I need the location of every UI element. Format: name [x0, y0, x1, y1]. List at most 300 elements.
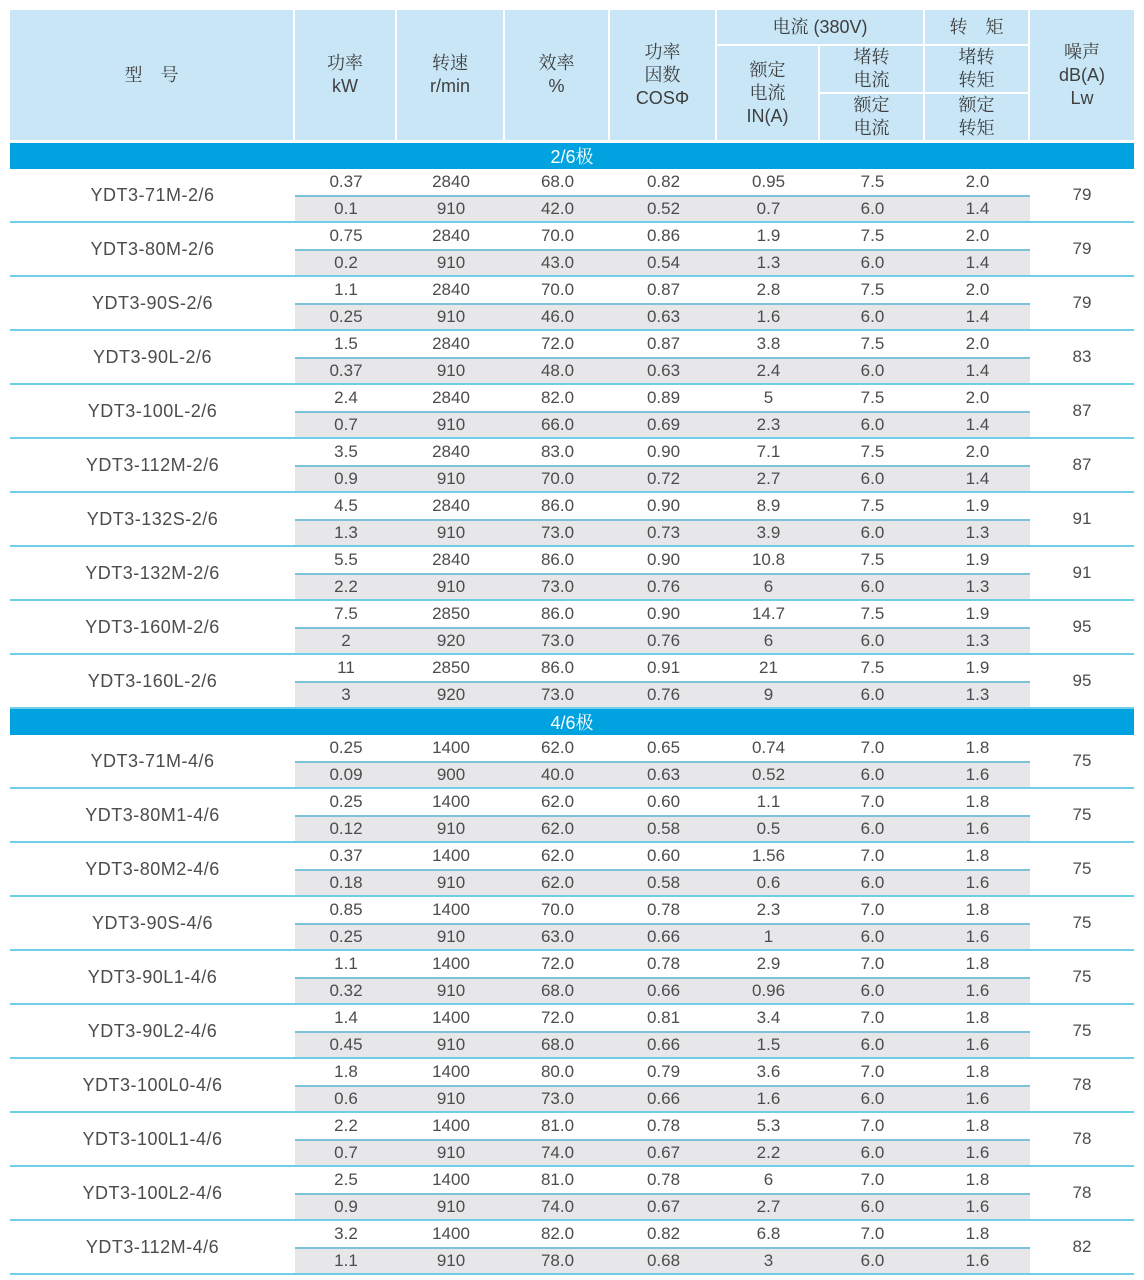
power-kw-value: 0.25	[329, 792, 363, 811]
efficiency-value: 62.0	[540, 738, 575, 757]
model-name: YDT3-132M-2/6	[85, 562, 220, 583]
power-factor-value: 0.87	[646, 334, 681, 353]
locked-rated-torque-ratio-value: 1.8	[965, 846, 990, 865]
rated-current-value: 6	[763, 577, 774, 596]
locked-rated-current-ratio-value: 6.0	[860, 199, 885, 218]
model-name: YDT3-100L0-4/6	[82, 1074, 223, 1095]
speed-rpm-value: 920	[436, 685, 466, 704]
locked-rated-current-ratio-value: 7.0	[860, 792, 885, 811]
locked-rated-current-ratio-value: 6.0	[860, 415, 885, 434]
model-name: YDT3-80M-2/6	[90, 238, 215, 259]
power-kw-value: 7.5	[334, 604, 358, 623]
table-row	[295, 467, 1030, 491]
noise-value: 95	[1072, 671, 1092, 690]
efficiency-value: 72.0	[540, 954, 575, 973]
model-row-group	[10, 385, 1134, 439]
model-row-group	[10, 789, 1134, 843]
locked-rated-torque-ratio-value: 1.6	[965, 1251, 990, 1270]
speed-divider-line	[295, 1139, 1030, 1141]
table-row	[295, 1141, 1030, 1165]
efficiency-value: 42.0	[540, 199, 575, 218]
locked-rated-current-ratio-value: 6.0	[860, 361, 885, 380]
col-header-locked-current-line1: 堵转	[853, 47, 890, 67]
locked-rated-current-ratio-value: 7.5	[860, 172, 885, 191]
locked-rated-torque-ratio-value: 1.8	[965, 900, 990, 919]
rated-current-value: 9	[763, 685, 774, 704]
locked-rated-torque-ratio-value: 1.9	[965, 550, 990, 569]
noise-value: 79	[1072, 185, 1092, 204]
efficiency-value: 86.0	[540, 550, 575, 569]
locked-rated-current-ratio-value: 6.0	[860, 685, 885, 704]
rated-current-value: 6.8	[756, 1224, 781, 1243]
power-factor-value: 0.78	[646, 900, 681, 919]
table-row	[295, 951, 1030, 977]
col-header-current-group	[717, 10, 923, 44]
noise-value: 75	[1072, 913, 1092, 932]
model-name: YDT3-71M-4/6	[90, 750, 215, 771]
speed-rpm-value: 910	[436, 1197, 466, 1216]
efficiency-value: 43.0	[540, 253, 575, 272]
locked-rated-torque-ratio-value: 2.0	[965, 280, 990, 299]
model-row-group	[10, 223, 1134, 277]
efficiency-value: 68.0	[540, 172, 575, 191]
efficiency-value: 83.0	[540, 442, 575, 461]
speed-rpm-value: 2850	[432, 604, 470, 623]
rated-current-value: 0.95	[751, 172, 786, 191]
model-row-group	[10, 547, 1134, 601]
table-row	[295, 763, 1030, 787]
locked-rated-current-ratio-value: 7.0	[860, 1008, 885, 1027]
locked-rated-torque-ratio-value: 1.3	[965, 631, 990, 650]
speed-rpm-value: 2840	[432, 334, 470, 353]
col-header-rated-current-line2: 电流	[749, 82, 786, 103]
speed-rpm-value: 1400	[432, 1062, 470, 1081]
efficiency-value: 78.0	[540, 1251, 575, 1270]
locked-rated-current-ratio-value: 7.0	[860, 954, 885, 973]
power-kw-value: 0.37	[329, 361, 363, 380]
table-row	[295, 1221, 1030, 1247]
power-kw-value: 3.2	[334, 1224, 358, 1243]
table-row	[295, 1087, 1030, 1111]
noise-value: 75	[1072, 1021, 1092, 1040]
noise-value: 75	[1072, 859, 1092, 878]
table-row	[295, 897, 1030, 923]
locked-rated-torque-ratio-value: 1.8	[965, 738, 990, 757]
locked-rated-current-ratio-value: 7.0	[860, 1116, 885, 1135]
col-header-power-factor-line1: 功率	[644, 41, 681, 62]
table-body	[10, 143, 1134, 1275]
noise-value: 79	[1072, 239, 1092, 258]
locked-rated-torque-ratio-value: 1.4	[965, 361, 990, 380]
efficiency-value: 62.0	[540, 873, 575, 892]
group-separator-line	[10, 707, 1134, 709]
rated-current-value: 1.3	[756, 253, 781, 272]
rated-current-value: 1.6	[756, 1089, 781, 1108]
col-header-locked-torque	[925, 46, 1028, 92]
locked-rated-current-ratio-value: 7.5	[860, 604, 885, 623]
power-factor-value: 0.67	[646, 1143, 681, 1162]
efficiency-value: 72.0	[540, 1008, 575, 1027]
locked-rated-current-ratio-value: 6.0	[860, 1143, 885, 1162]
power-factor-value: 0.78	[646, 954, 681, 973]
power-kw-value: 4.5	[334, 496, 358, 515]
speed-rpm-value: 1400	[432, 1008, 470, 1027]
col-header-efficiency	[505, 10, 608, 140]
model-name: YDT3-100L2-4/6	[82, 1182, 223, 1203]
speed-divider-line	[295, 681, 1030, 683]
power-kw-value: 3	[341, 685, 351, 704]
power-kw-value: 0.37	[329, 846, 363, 865]
speed-divider-line	[295, 519, 1030, 521]
model-name: YDT3-90L1-4/6	[87, 966, 218, 987]
locked-rated-current-ratio-value: 6.0	[860, 1197, 885, 1216]
locked-rated-torque-ratio-value: 1.6	[965, 1143, 990, 1162]
locked-rated-current-ratio-value: 7.5	[860, 388, 885, 407]
power-kw-value: 0.37	[329, 172, 363, 191]
col-header-rated-current	[717, 46, 818, 140]
power-factor-value: 0.89	[646, 388, 681, 407]
table-row	[295, 547, 1030, 573]
locked-rated-torque-ratio-value: 1.3	[965, 685, 990, 704]
noise-value: 78	[1072, 1183, 1092, 1202]
col-header-locked-current	[820, 46, 923, 92]
col-header-speed	[397, 10, 503, 140]
rated-current-value: 3.4	[756, 1008, 781, 1027]
model-row-group	[10, 897, 1134, 951]
locked-rated-current-ratio-value: 6.0	[860, 873, 885, 892]
rated-current-value: 0.5	[756, 819, 781, 838]
noise-value: 95	[1072, 617, 1092, 636]
col-header-rated-torque-denom-line1: 额定	[958, 95, 995, 115]
locked-rated-current-ratio-value: 6.0	[860, 765, 885, 784]
locked-rated-torque-ratio-value: 1.3	[965, 577, 990, 596]
efficiency-value: 82.0	[540, 1224, 575, 1243]
model-row-group	[10, 277, 1134, 331]
rated-current-value: 5.3	[756, 1116, 781, 1135]
speed-divider-line	[295, 303, 1030, 305]
speed-divider-line	[295, 195, 1030, 197]
efficiency-value: 62.0	[540, 846, 575, 865]
power-factor-value: 0.66	[646, 981, 681, 1000]
efficiency-value: 62.0	[540, 792, 575, 811]
locked-rated-torque-ratio-value: 1.6	[965, 981, 990, 1000]
table-row	[295, 305, 1030, 329]
efficiency-value: 72.0	[540, 334, 575, 353]
efficiency-value: 68.0	[540, 1035, 575, 1054]
noise-value: 79	[1072, 293, 1092, 312]
power-factor-value: 0.58	[646, 819, 681, 838]
rated-current-value: 2.2	[756, 1143, 781, 1162]
power-kw-value: 0.85	[329, 900, 363, 919]
power-kw-value: 1.5	[334, 334, 358, 353]
noise-value: 75	[1072, 805, 1092, 824]
power-kw-value: 0.7	[334, 1143, 358, 1162]
efficiency-value: 73.0	[540, 685, 575, 704]
speed-rpm-value: 2840	[432, 280, 470, 299]
model-name: YDT3-112M-2/6	[85, 454, 220, 475]
speed-rpm-value: 910	[436, 469, 466, 488]
col-header-model	[10, 10, 293, 140]
model-row-group	[10, 1005, 1134, 1059]
power-kw-value: 1.1	[334, 280, 358, 299]
model-row-group	[10, 169, 1134, 223]
noise-value: 82	[1072, 1237, 1092, 1256]
locked-rated-torque-ratio-value: 1.4	[965, 253, 990, 272]
rated-current-value: 0.7	[756, 199, 781, 218]
rated-current-value: 3.8	[756, 334, 781, 353]
speed-divider-line	[295, 1085, 1030, 1087]
table-row	[295, 413, 1030, 437]
rated-current-value: 21	[759, 658, 778, 677]
speed-rpm-value: 1400	[432, 738, 470, 757]
locked-rated-torque-ratio-value: 1.4	[965, 415, 990, 434]
rated-current-value: 8.9	[756, 496, 781, 515]
power-kw-value: 0.45	[329, 1035, 363, 1054]
efficiency-value: 74.0	[540, 1197, 575, 1216]
power-kw-value: 1.1	[334, 1251, 358, 1270]
speed-rpm-value: 1400	[432, 900, 470, 919]
power-factor-value: 0.65	[646, 738, 681, 757]
locked-rated-torque-ratio-value: 1.8	[965, 954, 990, 973]
efficiency-value: 70.0	[540, 280, 575, 299]
table-row	[295, 1059, 1030, 1085]
col-header-torque-group	[925, 10, 1028, 44]
rated-current-value: 2.3	[756, 415, 781, 434]
rated-current-value: 1.56	[751, 846, 786, 865]
model-row-group	[10, 951, 1134, 1005]
locked-rated-current-ratio-value: 6.0	[860, 981, 885, 1000]
col-header-noise-line2: dB(A)	[1058, 64, 1105, 85]
power-factor-value: 0.82	[646, 1224, 681, 1243]
rated-current-value: 2.3	[756, 900, 781, 919]
speed-divider-line	[295, 357, 1030, 359]
efficiency-value: 86.0	[540, 496, 575, 515]
locked-rated-torque-ratio-value: 1.8	[965, 1062, 990, 1081]
locked-rated-current-ratio-value: 7.0	[860, 1224, 885, 1243]
speed-rpm-value: 910	[436, 873, 466, 892]
table-row	[295, 1113, 1030, 1139]
rated-current-value: 0.96	[751, 981, 786, 1000]
efficiency-value: 81.0	[540, 1116, 575, 1135]
power-kw-value: 0.9	[334, 1197, 358, 1216]
col-header-efficiency-line1: 效率	[538, 53, 575, 73]
speed-rpm-value: 1400	[432, 846, 470, 865]
col-header-locked-torque-line2: 转矩	[958, 70, 995, 90]
power-factor-value: 0.81	[646, 1008, 681, 1027]
locked-rated-torque-ratio-value: 1.6	[965, 765, 990, 784]
table-row	[295, 385, 1030, 411]
col-header-power	[295, 10, 395, 140]
table-row	[295, 493, 1030, 519]
table-row	[295, 871, 1030, 895]
speed-rpm-value: 910	[436, 1143, 466, 1162]
power-factor-value: 0.58	[646, 873, 681, 892]
col-header-power-factor-line3: COSΦ	[635, 87, 690, 108]
table-row	[295, 789, 1030, 815]
locked-rated-current-ratio-value: 7.5	[860, 550, 885, 569]
col-header-noise-line3: Lw	[1070, 87, 1094, 108]
rated-current-value: 1.1	[756, 792, 781, 811]
locked-rated-torque-ratio-value: 1.6	[965, 1035, 990, 1054]
power-kw-value: 0.1	[334, 199, 358, 218]
power-kw-value: 0.12	[329, 819, 363, 838]
power-kw-value: 0.32	[329, 981, 363, 1000]
power-factor-value: 0.78	[646, 1170, 681, 1189]
rated-current-value: 2.4	[756, 361, 781, 380]
rated-current-value: 3.6	[756, 1062, 781, 1081]
table-row	[295, 601, 1030, 627]
table-row	[295, 331, 1030, 357]
speed-rpm-value: 910	[436, 361, 466, 380]
power-kw-value: 2	[341, 631, 351, 650]
rated-current-value: 14.7	[751, 604, 786, 623]
model-row-group	[10, 1059, 1134, 1113]
speed-divider-line	[295, 1193, 1030, 1195]
model-row-group	[10, 1221, 1134, 1275]
locked-rated-current-ratio-value: 7.0	[860, 738, 885, 757]
col-header-rated-current-line1: 额定	[749, 59, 786, 80]
rated-current-value: 2.7	[756, 469, 781, 488]
speed-rpm-value: 910	[436, 199, 466, 218]
power-factor-value: 0.66	[646, 1089, 681, 1108]
model-name: YDT3-90L2-4/6	[87, 1020, 218, 1041]
rated-current-value: 0.74	[751, 738, 786, 757]
col-header-efficiency-line2: %	[548, 76, 565, 96]
model-name: YDT3-90S-4/6	[91, 912, 214, 933]
col-header-locked-current-line2: 电流	[853, 70, 890, 90]
locked-rated-torque-ratio-value: 1.6	[965, 873, 990, 892]
table-row	[295, 251, 1030, 275]
rated-current-value: 7.1	[756, 442, 781, 461]
rated-current-value: 1	[763, 927, 774, 946]
power-kw-value: 3.5	[334, 442, 358, 461]
locked-rated-current-ratio-value: 7.5	[860, 334, 885, 353]
efficiency-value: 73.0	[540, 631, 575, 650]
model-name: YDT3-80M1-4/6	[85, 804, 220, 825]
speed-rpm-value: 2840	[432, 226, 470, 245]
power-factor-value: 0.82	[646, 172, 681, 191]
locked-rated-torque-ratio-value: 1.8	[965, 792, 990, 811]
model-row-group	[10, 735, 1134, 789]
noise-value: 78	[1072, 1129, 1092, 1148]
speed-rpm-value: 1400	[432, 1170, 470, 1189]
speed-rpm-value: 910	[436, 927, 466, 946]
table-row	[295, 1033, 1030, 1057]
table-row	[295, 277, 1030, 303]
table-row	[295, 925, 1030, 949]
power-factor-value: 0.90	[646, 550, 681, 569]
power-factor-value: 0.86	[646, 226, 681, 245]
locked-rated-current-ratio-value: 6.0	[860, 631, 885, 650]
power-factor-value: 0.69	[646, 415, 681, 434]
rated-current-value: 1.6	[756, 307, 781, 326]
locked-rated-current-ratio-value: 6.0	[860, 307, 885, 326]
model-name: YDT3-160M-2/6	[85, 616, 220, 637]
speed-divider-line	[295, 1247, 1030, 1249]
power-kw-value: 2.4	[334, 388, 358, 407]
locked-rated-current-ratio-value: 6.0	[860, 469, 885, 488]
efficiency-value: 40.0	[540, 765, 575, 784]
speed-rpm-value: 2840	[432, 496, 470, 515]
speed-divider-line	[295, 815, 1030, 817]
power-kw-value: 2.2	[334, 1116, 358, 1135]
efficiency-value: 70.0	[540, 469, 575, 488]
power-factor-value: 0.52	[646, 199, 681, 218]
efficiency-value: 86.0	[540, 658, 575, 677]
power-factor-value: 0.79	[646, 1062, 681, 1081]
speed-divider-line	[295, 869, 1030, 871]
col-header-rated-current-denom	[820, 94, 923, 140]
rated-current-value: 1.9	[756, 226, 781, 245]
table-row	[295, 521, 1030, 545]
col-header-rated-current-denom-line2: 电流	[853, 118, 890, 138]
col-header-power-factor	[610, 10, 715, 140]
col-header-power-line2: kW	[332, 76, 358, 96]
locked-rated-torque-ratio-value: 1.6	[965, 1197, 990, 1216]
efficiency-value: 66.0	[540, 415, 575, 434]
power-kw-value: 0.9	[334, 469, 358, 488]
efficiency-value: 73.0	[540, 523, 575, 542]
power-factor-value: 0.66	[646, 927, 681, 946]
efficiency-value: 74.0	[540, 1143, 575, 1162]
rated-current-value: 5	[763, 388, 774, 407]
locked-rated-torque-ratio-value: 1.9	[965, 496, 990, 515]
speed-rpm-value: 910	[436, 819, 466, 838]
power-factor-value: 0.63	[646, 307, 681, 326]
locked-rated-current-ratio-value: 6.0	[860, 819, 885, 838]
power-kw-value: 1.3	[334, 523, 358, 542]
locked-rated-torque-ratio-value: 1.6	[965, 1089, 990, 1108]
power-factor-value: 0.76	[646, 577, 681, 596]
rated-current-value: 2.9	[756, 954, 781, 973]
table-row	[295, 359, 1030, 383]
power-factor-value: 0.73	[646, 523, 681, 542]
locked-rated-torque-ratio-value: 2.0	[965, 172, 990, 191]
power-factor-value: 0.63	[646, 361, 681, 380]
locked-rated-current-ratio-value: 7.5	[860, 226, 885, 245]
efficiency-value: 46.0	[540, 307, 575, 326]
col-header-locked-torque-line1: 堵转	[958, 47, 995, 67]
speed-divider-line	[295, 1031, 1030, 1033]
power-kw-value: 11	[337, 658, 355, 677]
power-kw-value: 0.18	[329, 873, 363, 892]
efficiency-value: 62.0	[540, 819, 575, 838]
speed-rpm-value: 910	[436, 1251, 466, 1270]
speed-rpm-value: 910	[436, 981, 466, 1000]
speed-rpm-value: 2850	[432, 658, 470, 677]
col-header-rated-current-denom-line1: 额定	[853, 95, 890, 115]
speed-rpm-value: 910	[436, 1089, 466, 1108]
speed-rpm-value: 910	[436, 253, 466, 272]
col-header-model-label: 型 号	[124, 64, 179, 85]
table-row	[295, 439, 1030, 465]
power-factor-value: 0.60	[646, 792, 681, 811]
speed-divider-line	[295, 573, 1030, 575]
locked-rated-current-ratio-value: 7.0	[860, 1062, 885, 1081]
rated-current-value: 0.52	[751, 765, 786, 784]
power-factor-value: 0.67	[646, 1197, 681, 1216]
model-name: YDT3-160L-2/6	[87, 670, 218, 691]
noise-value: 91	[1072, 563, 1092, 582]
efficiency-value: 70.0	[540, 900, 575, 919]
model-name: YDT3-90S-2/6	[91, 292, 214, 313]
efficiency-value: 48.0	[540, 361, 575, 380]
speed-rpm-value: 1400	[432, 792, 470, 811]
speed-divider-line	[295, 627, 1030, 629]
table-row	[295, 683, 1030, 707]
power-kw-value: 0.75	[329, 226, 363, 245]
speed-rpm-value: 2840	[432, 388, 470, 407]
